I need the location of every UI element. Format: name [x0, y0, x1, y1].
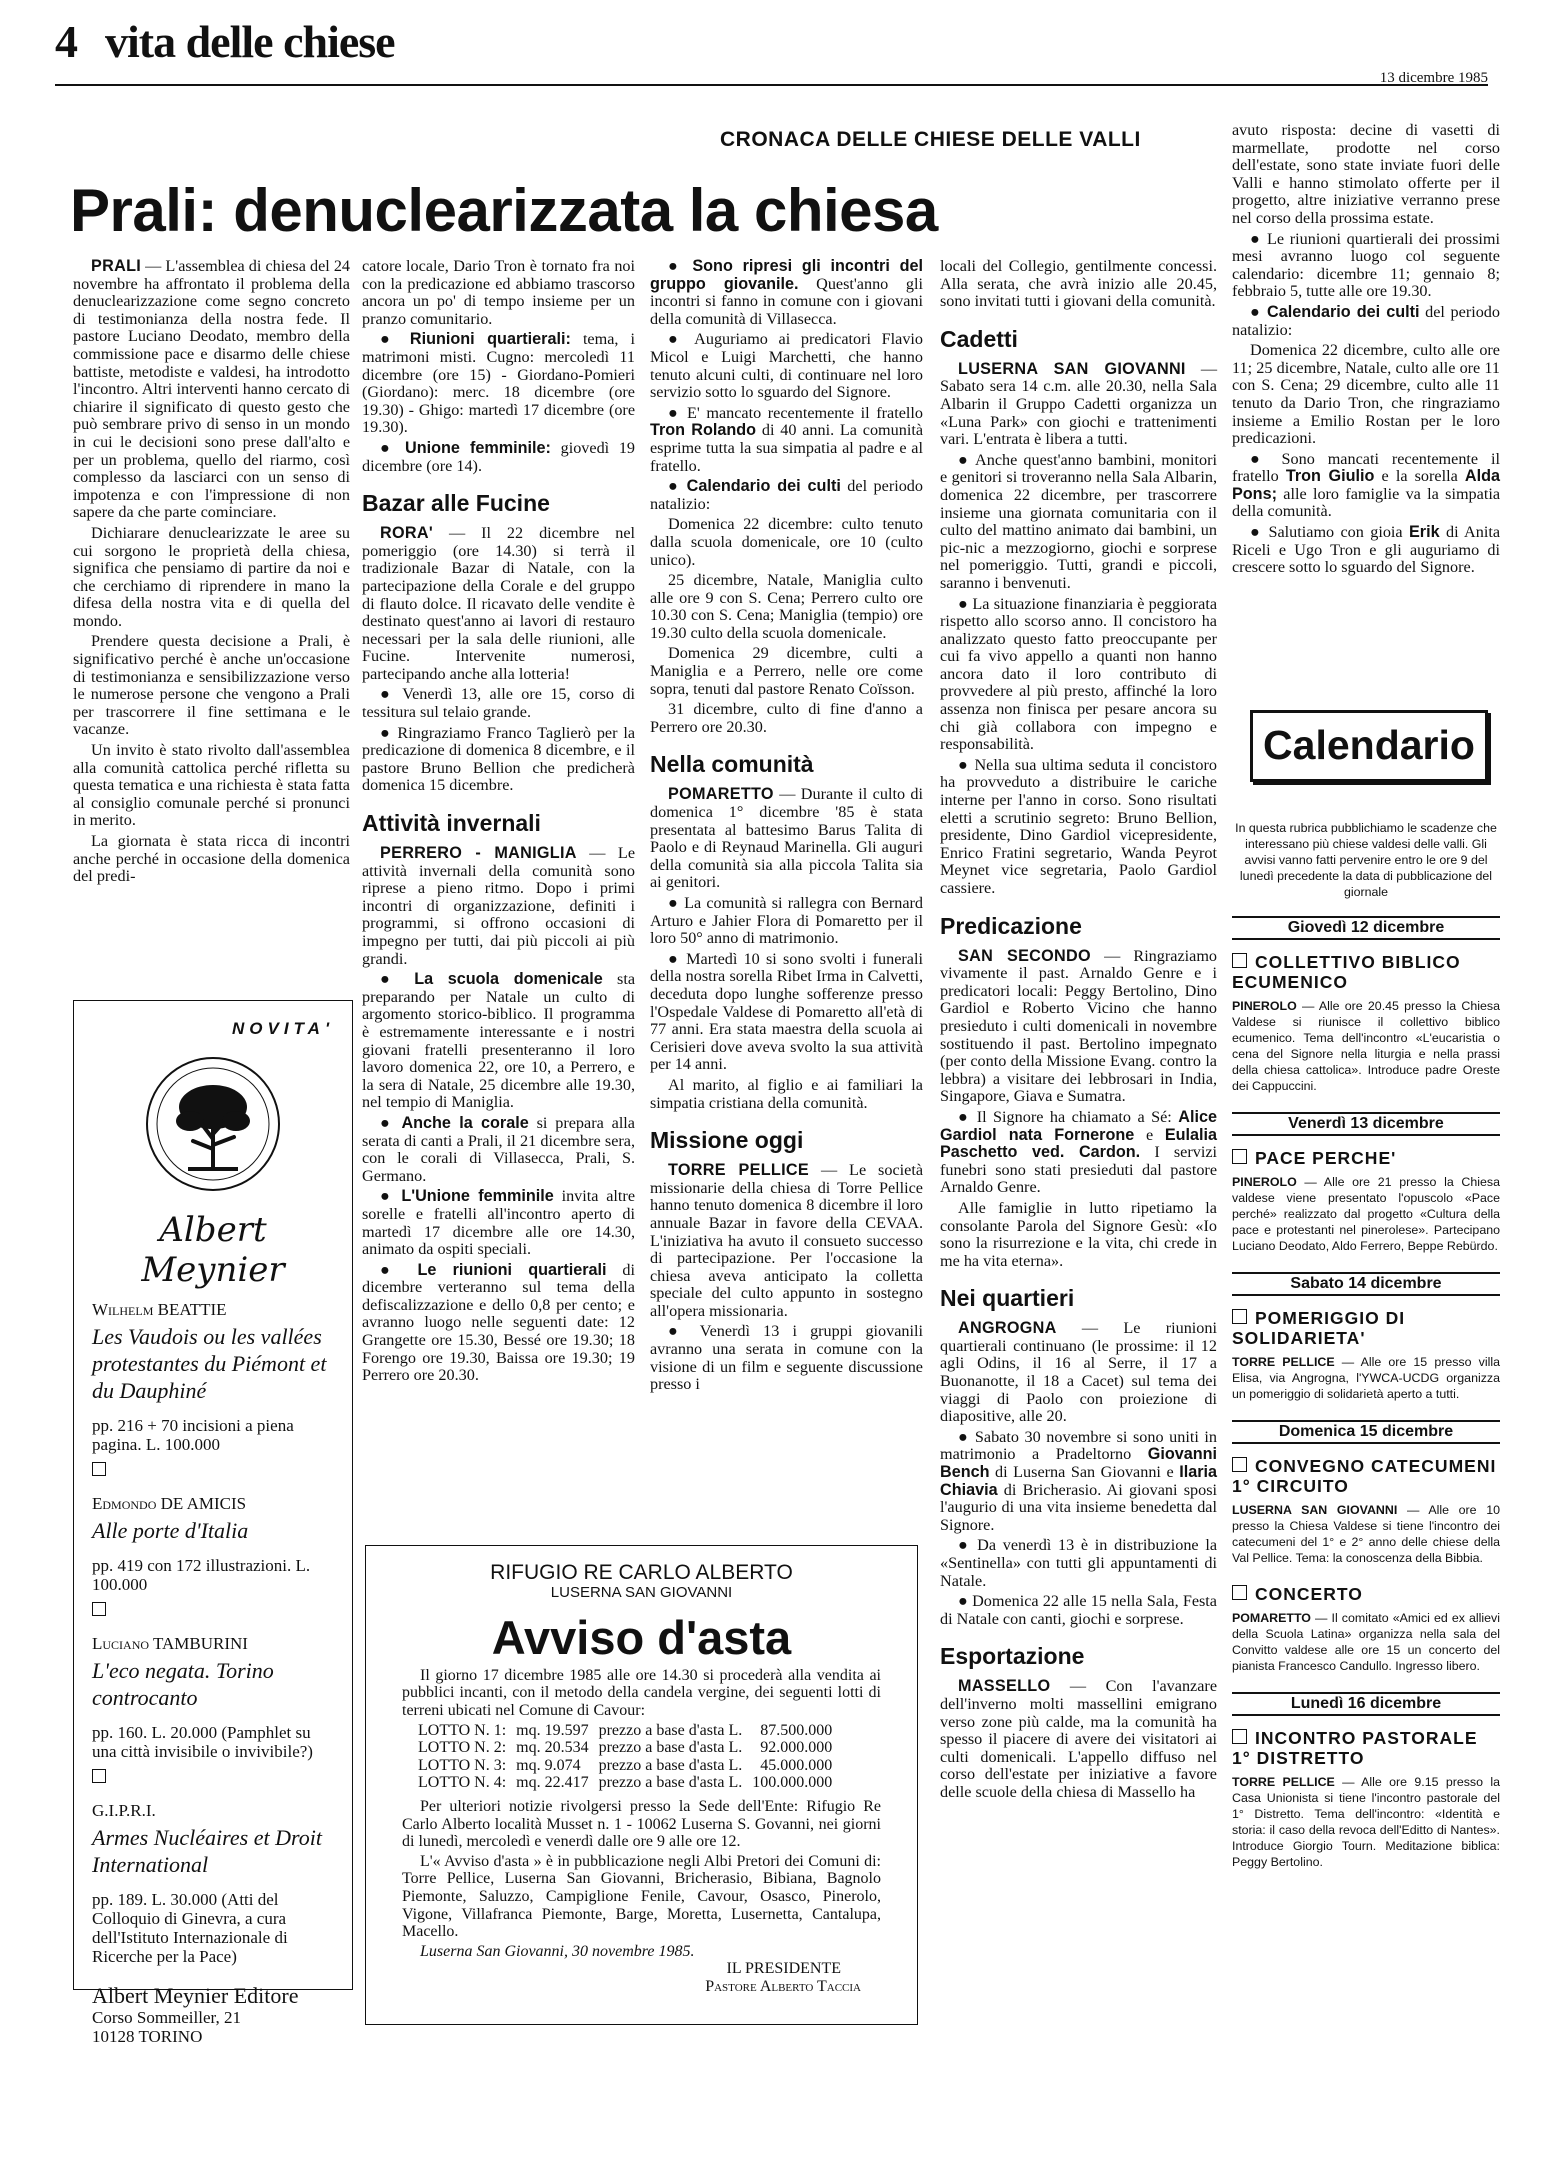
dateline: LUSERNA SAN GIOVANNI: [958, 359, 1186, 378]
calendar-event-text: [1232, 1502, 1500, 1566]
paragraph: La giornata è stata ricca di incontri anche perché in occasione della domenica del predi-: [73, 832, 350, 886]
event-location: PINEROLO: [1232, 999, 1297, 1013]
paragraph: — Con l'avanzare dell'inverno molti massellini emigrano verso zone più calde, ma la comunità ha spesso il piacere di avere dei visitatori ai culti domenicali. L'appello diffuso nel corso dell'estate per iniziative a favore delle scuole della chiesa di Massello ha: [940, 1677, 1218, 1801]
bold-name: Giovanni Bench: [940, 1445, 1217, 1482]
calendar-event-text: [1232, 998, 1500, 1094]
paragraph: Martedì 10 si sono svolti i funerali della nostra sorella Ribet Irma in Calvetti, deceduta dopo lunghe sofferenze presso l'Ospedale Valdese di Pomaretto all'età di 77 anni. Era stata maestra della scuola ai Cerisieri dove aveva svolto la sua attività per 14 anni.: [650, 949, 923, 1074]
paragraph: catore locale, Dario Tron è tornato fra noi con la predicazione ed abbiamo trascorso ancora un po' di tempo insieme per un pranzo comunitario.: [362, 257, 635, 328]
section-heading: Attività invernali: [362, 810, 541, 837]
section-title: vita delle chiese: [105, 16, 395, 67]
text: Salutiamo con gioia: [1268, 523, 1403, 542]
bold-name: Eulalia Paschetto ved. Cardon.: [940, 1125, 1218, 1162]
bold-lead: Unione femminile:: [405, 438, 551, 457]
page-number: 4: [55, 16, 77, 67]
calendar-event-title: [1232, 1584, 1500, 1604]
section-heading: Cadetti: [940, 325, 1018, 352]
lot-row: [418, 1774, 842, 1792]
article-col-3: ● Sono ripresi gli incontri del gruppo giovanile. Quest'anno gli incontri si fanno in comune con i giovani della comunità di Villasecca. ● Auguriamo ai predicatori Flavio Micol e Luigi Marchetti, che hanno tenuto alcuni culti, di continuare nel loro servizio sotto lo sguardo del Signore. ● E' mancato recentemente il fratello Tron Rolando di 40 anni. La comunità esprime tutta la sua simpatia al padre e al fratello. ● Calendario dei culti del periodo natalizio: Domenica 22 dicembre: culto tenuto dalla scuola domenicale, ore 10 (culto unico). 25 dicembre, Natale, Maniglia culto alle ore 9 con S. Cena; Perrero culto ore 10.30 con S. Cena; Maniglia (tempio) ore 19.30 culto della scuola domenicale. Domenica 29 dicembre, culti a Maniglia e a Perrero, nelle ore come sopra, tenuti dal pastore Renato Coïsson. 31 dicembre, culto di fine d'anno a Perrero ore 20.30. Nella comunità POMARETTO — Durante il culto di domenica 1° dicembre '85 è stata presentata al battesimo Barus Talita di Paolo e di Reynaud Marinella. Gli auguri della comunità sia alla piccola Talita sia ai genitori. ● La comunità si rallegra con Bernard Arturo e Jahier Flora di Pomaretto per il loro 50° anno di matrimonio. ● Martedì 10 si sono svolti i funerali della nostra sorella Ribet Irma in Calvetti, deceduta dopo lunghe sofferenze presso l'Ospedale Valdese di Pomaretto all'età di 77 anni. Era stata maestra della scuola ai Cerisieri dove aveva svolto la sua attività per 14 anni. Al marito, al figlio e ai familiari la simpatia cristiana della comunità. Missione oggi TORRE PELLICE — Le società missionarie della chiesa di Torre Pellice hanno tenuto domenica 8 dicembre il loro annuale Bazar in favore della CEVAA. L'iniziativa ha avuto il consueto successo di partecipazione. Per l'occasione la chiesa aveva anticipato la colletta speciale del culto appunto in sostegno all'opera missionaria. ● Venerdì 13 i gruppi giovanili avranno una serata in comune con la visione di un film e seguente discussione presso i: [650, 257, 924, 1394]
lot-price: 45.000.000: [760, 1756, 833, 1774]
auction-paragraph: Il giorno 17 dicembre 1985 alle ore 14.30 si procederà alla vendita ai pubblici incanti, con il metodo della candela vergine, dei seguenti lotti di terreni ubicati nel Comune di Cavour:: [402, 1666, 881, 1719]
paragraph: Nella sua ultima seduta il concistoro ha provveduto a distribuire le cariche interne per l'anno in corso. Sono risultati eletti a scrutinio segreto: Bruno Bellion, presidente, Dino Gardiol vicepresidente, Enrico Fratini segretario, Wanda Peyrot Meynet vice segretaria, Paolo Gardiol cassiere.: [940, 755, 1218, 897]
calendar-day-header: Sabato 14 dicembre: [1232, 1272, 1500, 1296]
lot-base: prezzo a base d'asta L.: [598, 1756, 743, 1774]
paragraph: Da venerdì 13 è in distribuzione la «Sentinella» con tutti gli appuntamenti di Natale.: [940, 1536, 1217, 1590]
event-location: POMARETTO: [1232, 1611, 1311, 1625]
paragraph: Domenica 22 dicembre: culto tenuto dalla scuola domenicale, ore 10 (culto unico).: [650, 515, 923, 569]
bold-lead: Calendario dei culti: [1267, 302, 1420, 321]
square-bullet-icon: [92, 1462, 106, 1476]
event-description: — Alle ore 9.15 presso la Casa Unionista si tiene l'incontro pastorale del 1° Distretto. Tema dell'incontro: «Identità e storia: il caso della revoca dell'Editto di Nantes». Introduce Giorgio Tourn. Meditazione biblica: Peggy Bertolino.: [1232, 1775, 1500, 1869]
text: e la sorella: [1381, 467, 1458, 486]
article-col-4: locali del Collegio, gentilmente concessi. Alla serata, che avrà inizio alle 20.45, sono invitati tutti i giovani della comunità. Cadetti LUSERNA SAN GIOVANNI — Sabato sera 14 c.m. alle 20.30, nella Sala Albarin il Gruppo Cadetti organizza un «Luna Park» con giochi e trattenimenti vari. L'entrata è libera a tutti. ● Anche quest'anno bambini, monitori e genitori si troveranno nella Sala Albarin, domenica 22 dicembre, per trascorrere insieme una giornata comunitaria con il culto del mattino animato dai bambini, un pic-nic a mezzogiorno, giochi e sorprese nel pomeriggio. Tutti, grandi e piccoli, saranno i benvenuti. ● La situazione finanziaria è peggiorata rispetto allo scorso anno. Il concistoro ha analizzato questo fatto preoccupante per cui fa vivo appello a quanti non hanno ancora dato il loro contributo di provvedere al più presto, affinché la loro assenza non finisca per pesare ancora su chi già collabora con impegno e responsabilità. ● Nella sua ultima seduta il concistoro ha provveduto a distribuire le cariche interne per l'anno in corso. Sono risultati eletti a scrutinio segreto: Bruno Bellion, presidente, Dino Gardiol vicepresidente, Enrico Fratini segretario, Wanda Peyrot Meynet vice segretaria, Paolo Gardiol cassiere. Predicazione SAN SECONDO — Ringraziamo vivamente il past. Arnaldo Genre e i predicatori locali: Peggy Bertolino, Dino Gardiol e Roberto Vicino che hanno presieduto i culti domenicali in novembre sostituendo il past. Bertolino impegnato (per conto della Missione Evang. contro la lebbra) a visitare dei lebbrosari in India, Singapore, Giava e Sumatra. ● Il Signore ha chiamato a Sé: Alice Gardiol nata Fornerone e Eulalia Paschetto ved. Cardon. I servizi funebri sono stati presieduti dal pastore Arnaldo Genre. Alle famiglie in lutto ripetiamo la consolante Parola del Signore Gesù: «Io sono la risurrezione e la vita, chi crede in me ha vita eterna». Nei quartieri ANGROGNA — Le riunioni quartierali continuano (le prossime: il 12 agli Odins, il 16 al Serre, il 17 a Buonanotte, il 18 a Cacet) sul tema dei viaggi di Paolo con proiezione di diapositive, alle 20. ● Sabato 30 novembre si sono uniti in matrimonio a Pradeltorno Giovanni Bench di Luserna San Giovanni e Ilaria Chiavia di Bricherasio. Ai giovani sposi l'augurio di una vita insieme benedetta dal Signore. ● Da venerdì 13 è in distribuzione la «Sentinella» con tutti gli appuntamenti di Natale. ● Domenica 22 alle 15 nella Sala, Festa di Natale con canti, giochi e sorprese. Esportazione MASSELLO — Con l'avanzare dell'inverno molti massellini emigrano verso zone più calde, ma la comunità ha spesso il piacere di avere dei visitatori ai culti domenicali. L'appello diffuso nel corso dell'estate per iniziative a favore delle scuole della chiesa di Massello ha: [940, 257, 1218, 1801]
paragraph: 31 dicembre, culto di fine d'anno a Perrero ore 20.30.: [650, 700, 923, 736]
lot-base: prezzo a base d'asta L.: [598, 1739, 743, 1757]
book-entry: [92, 1801, 334, 1966]
book-author: Wilhelm BEATTIE: [92, 1300, 227, 1319]
section-heading: Missione oggi: [650, 1127, 804, 1154]
book-entry: [92, 1300, 334, 1488]
checkbox-square-icon: [1232, 1729, 1247, 1744]
dateline: POMARETTO: [668, 785, 774, 804]
lot-lot: LOTTO N. 1:: [418, 1721, 507, 1739]
auction-dateline: Luserna San Giovanni, 30 novembre 1985.: [420, 1942, 695, 1960]
lot-area: mq. 22.417: [516, 1774, 589, 1792]
checkbox-square-icon: [1232, 1309, 1247, 1324]
event-location: PINEROLO: [1232, 1175, 1297, 1189]
paragraph: di Anita Riceli e Ugo Tron e gli auguriamo di crescere sotto lo sguardo del Signore.: [1232, 523, 1501, 577]
event-title-text: PACE PERCHE': [1255, 1148, 1397, 1168]
section-heading: Esportazione: [940, 1643, 1085, 1670]
paragraph: di dicembre verteranno sul tema della defiscalizzazione e dello 0,8 per cento; e avranno luogo nelle seguenti date: 12 Grangette ore 15.30, Bessé ore 19.30; 18 Forengo ore 19.30, Baissa ore 19.30; 19 Perrero ore 20.30.: [362, 1260, 635, 1385]
calendar-event-title: [1232, 1148, 1500, 1168]
paragraph: Domenica 29 dicembre, culti a Maniglia e a Perrero, nelle ore come sopra, tenuti dal pastore Renato Coïsson.: [650, 644, 923, 698]
calendar-event-title: [1232, 1308, 1500, 1348]
auction-title: Avviso d'asta: [491, 1611, 792, 1665]
dateline: SAN SECONDO: [958, 946, 1091, 965]
bold-name: Tron Rolando: [650, 421, 757, 440]
paragraph: giovedì 19 dicembre (ore 14).: [362, 438, 636, 475]
publisher-city: 10128 TORINO: [92, 2027, 203, 2046]
event-location: LUSERNA SAN GIOVANNI: [1232, 1503, 1398, 1517]
paragraph: Domenica 22 alle 15 nella Sala, Festa di Natale con canti, giochi e sorprese.: [940, 1592, 1217, 1628]
checkbox-square-icon: [1232, 953, 1247, 968]
paragraph: tema, i matrimoni misti. Cugno: mercoledì 11 dicembre (ore 15) - Giordano-Pomieri (Giordano): merc. 18 dicembre (ore 19.30) - Ghigo: martedì 17 dicembre (ore 19.30).: [362, 330, 636, 437]
event-description: — Alle ore 20.45 presso la Chiesa Valdese si riunisce il collettivo biblico ecumenico. Tema dell'incontro «L'eucaristia o cena del Signore nella liturgia e nella prassi della chiesa cattolica». Introduce padre Oreste dei Cappuccini.: [1232, 999, 1500, 1093]
lot-lot: LOTTO N. 2:: [418, 1739, 507, 1757]
book-info: pp. 189. L. 30.000 (Atti del Colloquio di Ginevra, a cura dell'Istituto Internazionale di Ricerche per la Pace): [92, 1890, 288, 1966]
book-info: pp. 419 con 172 illustrazioni. L. 100.000: [92, 1556, 311, 1594]
book-title: Alle porte d'Italia: [92, 1518, 249, 1543]
bold-lead: L'Unione femminile: [401, 1187, 554, 1206]
paragraph: Al marito, al figlio e ai familiari la simpatia cristiana della comunità.: [650, 1075, 923, 1112]
paragraph: 25 dicembre, Natale, Maniglia culto alle ore 9 con S. Cena; Perrero culto ore 10.30 con S. Cena; Maniglia (tempio) ore 19.30 culto della scuola domenicale.: [650, 571, 923, 642]
lot-base: prezzo a base d'asta L.: [598, 1774, 743, 1792]
paragraph: La comunità si rallegra con Bernard Arturo e Jahier Flora di Pomaretto per il loro 50° anno di matrimonio.: [650, 894, 924, 948]
lot-row: [418, 1722, 842, 1740]
bold-name: Erik: [1408, 523, 1440, 542]
checkbox-square-icon: [1232, 1149, 1247, 1164]
paragraph: Venerdì 13 i gruppi giovanili avranno una serata in comune con la visione di un film e seguente discussione presso i: [650, 1322, 923, 1394]
paragraph: — Durante il culto di domenica 1° dicembre '85 è stata presentata al battesimo Barus Talita di Paolo e di Reynaud Marinella. Gli auguri della comunità sia alla piccola Talita sia ai genitori.: [650, 785, 924, 892]
bold-lead: Le riunioni quartierali: [417, 1260, 607, 1279]
paragraph: si prepara alla serata di canti a Prali, il 21 dicembre sera, con le corali di Villasecca, Prali, S. Germano.: [362, 1113, 635, 1185]
event-description: — Alle ore 21 presso la Chiesa valdese viene presentato l'opuscolo «Pace perché» realizzato dal progetto «Cultura della pace e protestanti nel pinerolese». Partecipano Luciano Deodato, Aldo Ferrero, Beppe Rebürdo.: [1232, 1175, 1500, 1253]
paragraph: Quest'anno gli incontri si fanno in comune con i giovani della comunità di Villasecca.: [650, 274, 923, 328]
calendar-days: [1232, 916, 1500, 1870]
event-title-text: CONVEGNO CATECUMENI 1° CIRCUITO: [1232, 1456, 1497, 1496]
section-heading: Bazar alle Fucine: [362, 490, 550, 517]
book-title: Armes Nucléaires et Droit International: [92, 1825, 322, 1877]
dateline: PERRERO - MANIGLIA: [380, 844, 577, 863]
paragraph: del periodo natalizio:: [650, 477, 923, 513]
auction-paragraph: L'« Avviso d'asta » è in pubblicazione negli Albi Pretori dei Comuni di: Torre Pellice, Luserna San Giovanni, Bricherasio, Bibiana, Bagnolo Piemonte, Saluzzo, Campiglione Fenile, Cavour, Osasco, Pinerolo, Vigone, Villafranca Piemonte, Barge, Moretta, Lusernetta, Cantalupa, Macello.: [402, 1852, 881, 1941]
event-title-text: INCONTRO PASTORALE 1° DISTRETTO: [1232, 1728, 1478, 1768]
article-col-2: catore locale, Dario Tron è tornato fra noi con la predicazione ed abbiamo trascorso ancora un po' di tempo insieme per un pranzo comunitario. ● Riunioni quartierali: tema, i matrimoni misti. Cugno: mercoledì 11 dicembre (ore 15) - Giordano-Pomieri (Giordano): merc. 18 dicembre (ore 19.30) - Ghigo: martedì 17 dicembre (ore 19.30). ● Unione femminile: giovedì 19 dicembre (ore 14). Bazar alle Fucine RORA' — Il 22 dicembre nel pomeriggio (ore 14.30) si terrà il tradizionale Bazar di Natale, con la partecipazione della Corale e del gruppo di flauto dolce. Il ricavato delle vendite è destinato quest'anno ai lavori di restauro necessari per la sala delle riunioni, alle Fucine. Intervenite numerosi, partecipando anche alla lotteria! ● Venerdì 13, alle ore 15, corso di tessitura sul telaio grande. ● Ringraziamo Franco Taglierò per la predicazione di domenica 8 dicembre, e il pastore Bruno Bellion che predicherà domenica 15 dicembre. Attività invernali PERRERO - MANIGLIA — Le attività invernali della comunità sono riprese a pieno ritmo. Dopo i primi incontri di organizzazione, definiti i programmi, si offrono occasioni di impegno per tutti, dai più piccoli ai più grandi. ● La scuola domenicale sta preparando per Natale un culto di argomento storico-biblico. Il programma è estremamente interessante e i nostri giovani fratelli presenteranno il loro lavoro domenica 22, ore 10, a Perrero, e la sera di Natale, 25 dicembre alle 19.30, nel tempio di Maniglia. ● Anche la corale si prepara alla serata di canti a Prali, il 21 dicembre sera, con le corali di Villasecca, Prali, S. Germano. ● L'Unione femminile invita altre sorelle e fratelli all'incontro aperto di martedì 17 dicembre alle ore 14.30, animato da ospiti speciali. ● Le riunioni quartierali di dicembre verteranno sul tema della defiscalizzazione e dello 0,8 per cento; e avranno luogo nelle seguenti date: 12 Grangette ore 15.30, Bessé ore 19.30; 18 Forengo ore 19.30, Baissa ore 19.30; 19 Perrero ore 20.30.: [362, 257, 636, 1385]
paragraph: — Sabato sera 14 c.m. alle 20.30, nella Sala Albarin il Gruppo Cadetti organizza un «Luna Park» con giochi e trattenimenti vari. L'entrata è libera a tutti.: [940, 359, 1218, 449]
event-title-text: POMERIGGIO DI SOLIDARIETA': [1232, 1308, 1406, 1348]
auction-notice: [365, 1545, 918, 2025]
paragraph: — Il 22 dicembre nel pomeriggio (ore 14.30) si terrà il tradizionale Bazar di Natale, con la partecipazione della Corale e del gruppo di flauto dolce. Il ricavato delle vendite è destinato quest'anno ai lavori di restauro necessari per la sala delle riunioni, alle Fucine. Intervenite numerosi, partecipando anche alla lotteria!: [362, 524, 636, 683]
dateline: RORA': [380, 524, 434, 543]
publisher-logo: [92, 1049, 334, 1204]
paragraph: sta preparando per Natale un culto di argomento storico-biblico. Il programma è estremamente interessante e i nostri giovani fratelli presenteranno il loro lavoro domenica 22, ore 10, a Perrero, e la sera di Natale, 25 dicembre alle 19.30, nel tempio di Maniglia.: [362, 970, 635, 1112]
calendar-event-text: [1232, 1774, 1500, 1870]
lot-price: 92.000.000: [760, 1739, 833, 1757]
bold-lead: Sono ripresi gli incontri del gruppo giovanile.: [650, 257, 924, 293]
paragraph: Domenica 22 dicembre, culto alle ore 11; 25 dicembre, Natale, culto alle ore 11 con S. Cena; 29 dicembre, culto alle 11 tenuto da Dario Tron, che ringraziamo insieme a Emilio Rostan per le loro predicazioni.: [1232, 341, 1500, 448]
calendar-day-header: Domenica 15 dicembre: [1232, 1420, 1500, 1444]
issue-date: 13 dicembre 1985: [1379, 70, 1488, 86]
lot-lot: LOTTO N. 3:: [418, 1756, 507, 1774]
paragraph: Un invito è stato rivolto dall'assemblea alla comunità cattolica perché rifletta su questa tematica e una richiesta è stata fatta al consiglio comunale perché si pronunci in merito.: [73, 741, 350, 830]
lot-lot: LOTTO N. 4:: [418, 1774, 507, 1792]
paragraph: La situazione finanziaria è peggiorata rispetto allo scorso anno. Il concistoro ha analizzato questo fatto preoccupante per cui fa vivo appello a quanti non hanno ancora dato il loro contributo di provvedere al più presto, affinché la loro assenza non finisca per pesare ancora su chi già collabora con impegno e responsabilità.: [940, 594, 1217, 754]
paragraph: — Le attività invernali della comunità sono riprese a pieno ritmo. Dopo i primi incontri di organizzazione, definiti i programmi, si offrono occasioni di impegno per tutti, dai più piccoli ai più grandi.: [362, 844, 635, 968]
event-title-text: CONCERTO: [1255, 1584, 1363, 1604]
lot-row: [418, 1739, 842, 1757]
book-info: pp. 160. L. 20.000 (Pamphlet su una città invisibile o invivibile?): [92, 1723, 313, 1761]
calendar-event-title: [1232, 952, 1500, 992]
dateline: TORRE PELLICE: [668, 1161, 809, 1180]
lot-area: mq. 20.534: [516, 1739, 589, 1757]
calendar-intro: In questa rubrica pubblichiamo le scadenze che interessano più chiese valdesi delle valli. Gli avvisi vanno fatti pervenire entro le ore 9 del lunedì precedente la data di pubblicazione del giornale: [1235, 821, 1497, 899]
event-description: — Il comitato «Amici ed ex allievi della Scuola Latina» organizza nella sala del Convitto valdese alle ore 15 un concerto del pianista Francesco Candullo. Ingresso libero.: [1232, 1611, 1500, 1673]
calendar-event-text: [1232, 1354, 1500, 1402]
book-info: pp. 216 + 70 incisioni a piena pagina. L. 100.000: [92, 1416, 294, 1454]
event-description: — Alle ore 15 presso villa Elisa, via Angrogna, l'YWCA-UCDG organizza un pomeriggio di solidarietà aperto a tutti.: [1232, 1355, 1500, 1401]
paragraph: locali del Collegio, gentilmente concessi. Alla serata, che avrà inizio alle 20.45, sono invitati tutti i giovani della comunità.: [940, 257, 1217, 311]
paragraph: — L'assemblea di chiesa del 24 novembre ha affrontato il problema della denuclearizzazione come segno concreto di testimonianza della nostra fede. Il pastore Luciano Deodato, membro della commissione pace e disarmo delle chiese battiste, metodiste e valdesi, ha introdotto l'incontro. Altri interventi hanno cercato di chiarire il significato di questo gesto che può sembrare privo di senso in un mondo in cui le decisioni sono prese dall'alto e per un problema, quello del riarmo, così complesso da lasciarci con un senso di impotenza e con l'impressione di non sapere da che parte cominciare.: [73, 257, 351, 522]
tree-seal-icon: [138, 1049, 288, 1199]
calendar-event-text: [1232, 1174, 1500, 1254]
calendar-day-header: Venerdì 13 dicembre: [1232, 1112, 1500, 1136]
lot-price: 100.000.000: [752, 1774, 833, 1792]
auction-signature-name: Pastore Alberto Taccia: [705, 1977, 861, 1995]
checkbox-square-icon: [1232, 1585, 1247, 1600]
paragraph: Dichiarare denuclearizzate le aree su cui sorgono le proprietà della chiesa, significa che pensiamo di partire da noi e che cerchiamo di riprendere in mano la difesa della nostra vita e di quella del mondo.: [73, 523, 350, 630]
paragraph: — Le riunioni quartierali continuano (le prossime: il 12 agli Odins, il 16 al Serre, il 17 a Buonanotte, il 18 a Cacet) sul tema dei viaggi di Paolo con proiezione di diapositive, alle 20.: [940, 1319, 1217, 1426]
paragraph: invita altre sorelle e fratelli all'incontro aperto di martedì 17 dicembre alle ore 14.30, animato da ospiti speciali.: [362, 1187, 636, 1259]
publisher-name: Albert Meynier Editore: [92, 1983, 299, 2008]
text: E' mancato recentemente il fratello: [686, 403, 924, 422]
book-author: G.I.P.R.I.: [92, 1801, 156, 1820]
bold-lead: Riunioni quartierali:: [409, 330, 571, 349]
calendar-event-title: [1232, 1728, 1500, 1768]
paragraph: Anche quest'anno bambini, monitori e genitori si troveranno nella Sala Albarin, domenica 22 dicembre, per trascorrere insieme una giornata comunitaria con il culto del mattino animato dai bambini, un pic-nic a mezzogiorno, giochi e sorprese nel pomeriggio. Tutti, grandi e piccoli, saranno i benvenuti.: [940, 450, 1217, 592]
text: e: [1145, 1125, 1154, 1144]
book-title: L'eco negata. Torino controcanto: [92, 1658, 274, 1710]
calendar-event-title: [1232, 1456, 1500, 1496]
headline: Prali: denuclearizzata la chiesa: [70, 177, 938, 244]
ad-novita-label: NOVITA': [231, 1019, 334, 1038]
event-location: TORRE PELLICE: [1232, 1775, 1335, 1789]
paragraph: Ringraziamo Franco Taglierò per la predicazione di domenica 8 dicembre, e il pastore Bruno Bellion che predicherà domenica 15 dicembre.: [362, 723, 635, 795]
calendar-day-header: Lunedì 16 dicembre: [1232, 1692, 1500, 1716]
lot-base: prezzo a base d'asta L.: [598, 1721, 743, 1739]
section-heading: Nella comunità: [650, 751, 814, 778]
book-entry: [92, 1634, 334, 1795]
bold-name: Ilaria Chiavia: [940, 1463, 1218, 1499]
lot-area: mq. 19.597: [516, 1721, 589, 1739]
paragraph: — Le società missionarie della chiesa di Torre Pellice hanno tenuto domenica 8 dicembre il loro annuale Bazar in favore della CEVAA. L'iniziativa ha avuto il consueto successo di partecipazione. Per l'occasione la chiesa aveva anticipato la colletta speciale del culto appunto in sostegno all'opera missionaria.: [650, 1161, 923, 1320]
book-author: Luciano TAMBURINI: [92, 1634, 248, 1653]
bold-name: Tron Giulio: [1285, 467, 1375, 486]
book-advertisement: [73, 1000, 353, 2046]
event-location: TORRE PELLICE: [1232, 1355, 1335, 1369]
top-rule: [55, 84, 1488, 86]
dateline: MASSELLO: [958, 1677, 1051, 1696]
auction-place: LUSERNA SAN GIOVANNI: [550, 1583, 733, 1601]
bold-name: Alice Gardiol nata Fornerone: [940, 1107, 1217, 1144]
article-col-5: avuto risposta: decine di vasetti di marmellate, prodotte nel corso dell'estate, sono state inviate fuori delle Valli e hanno stimolato offerte per il progetto, altre iniziative verranno prese nel corso della prossima estate. ● Le riunioni quartierali dei prossimi mesi avranno luogo col seguente calendario: dicembre 11; gennaio 8; febbraio 5, tutte alle ore 19.30. ● Calendario dei culti del periodo natalizio: Domenica 22 dicembre, culto alle ore 11; 25 dicembre, Natale, culto alle ore 11 con S. Cena; 29 dicembre, culto alle 11 tenuto da Dario Tron, che ringraziamo insieme a Emilio Rostan per le loro predicazioni. ● Sono mancati recentemente il fratello Tron Giulio e la sorella Alda Pons; alle loro famiglie va la simpatia della comunità. ● Salutiamo con gioia Erik di Anita Riceli e Ugo Tron e gli auguriamo di crescere sotto lo sguardo del Signore.: [1232, 121, 1501, 577]
text: di Luserna San Giovanni e: [995, 1463, 1174, 1482]
albert-meynier-signature: Albert Meynier: [141, 1210, 285, 1290]
kicker: CRONACA DELLE CHIESE DELLE VALLI: [720, 128, 1141, 151]
square-bullet-icon: [92, 1602, 106, 1616]
bold-lead: Anche la corale: [401, 1113, 529, 1132]
text: Sabato 30 novembre si sono uniti in matrimonio a Pradeltorno: [940, 1427, 1217, 1464]
paragraph: del periodo natalizio:: [1232, 302, 1500, 339]
event-description: — Alle ore 10 presso la Chiesa Valdese si tiene l'incontro dei catecumeni del 1° e 2° anno delle chiese della Val Pellice. Tema: la conoscenza della Bibbia.: [1232, 1503, 1501, 1565]
auction-signature-title: IL PRESIDENTE: [726, 1960, 841, 1978]
auction-paragraph: Per ulteriori notizie rivolgersi presso la Sede dell'Ente: Rifugio Re Carlo Alberto località Musset n. 1 - 10062 Luserna S. Govanni, nei giorni di lunedì, mercoledì e venerdì dalle ore 9 alle ore 12.: [402, 1797, 881, 1851]
auction-org: RIFUGIO RE CARLO ALBERTO: [490, 1561, 793, 1584]
square-bullet-icon: [92, 1769, 106, 1783]
masthead: [55, 15, 395, 68]
paragraph: alle loro famiglie va la simpatia della comunità.: [1232, 484, 1501, 521]
paragraph: Auguriamo ai predicatori Flavio Micol e Luigi Marchetti, che hanno tenuto alcuni culti, di continuare nel loro servizio sotto lo sguardo del Signore.: [650, 330, 924, 402]
paragraph: Alle famiglie in lutto ripetiamo la consolante Parola del Signore Gesù: «Io sono la risurrezione e la vita, chi crede in me ha vita eterna».: [940, 1198, 1217, 1270]
bold-lead: La scuola domenicale: [414, 970, 603, 989]
paragraph: avuto risposta: decine di vasetti di marmellate, prodotte nel corso dell'estate, sono state inviate fuori delle Valli e hanno stimolato offerte per il progetto, altre iniziative verranno prese nel corso della prossima estate.: [1232, 121, 1500, 227]
bold-name: Alda Pons;: [1232, 467, 1500, 503]
calendar-day-header: Giovedì 12 dicembre: [1232, 916, 1500, 940]
paragraph: I servizi funebri sono stati presieduti dal pastore Arnaldo Genre.: [940, 1143, 1218, 1197]
lot-area: mq. 9.074: [516, 1756, 581, 1774]
dateline: ANGROGNA: [958, 1319, 1057, 1338]
paragraph: di 40 anni. La comunità esprime tutta la sua simpatia al padre e al fratello.: [650, 421, 924, 475]
publisher-address: Corso Sommeiller, 21: [92, 2008, 242, 2027]
section-heading: Predicazione: [940, 912, 1082, 939]
bold-lead: Calendario dei culti: [686, 477, 841, 496]
checkbox-square-icon: [1232, 1457, 1247, 1472]
paragraph: Venerdì 13, alle ore 15, corso di tessitura sul telaio grande.: [362, 685, 635, 722]
book-author: Edmondo DE AMICIS: [92, 1494, 247, 1513]
paragraph: — Ringraziamo vivamente il past. Arnaldo Genre e i predicatori locali: Peggy Bertolino, Dino Gardiol e Roberto Vicino che hanno presieduto i culti domenicali in novembre sostituendo il past. Bertolino impegnato (per conto della Missione Evang. contro la lebbra) a visitare dei lebbrosari in India, Singapore, Giava e Sumatra.: [940, 946, 1217, 1106]
lot-price: 87.500.000: [760, 1721, 833, 1739]
lot-row: [418, 1757, 842, 1775]
book-entry: [92, 1494, 334, 1628]
book-title: Les Vaudois ou les vallées protestantes du Piémont et du Dauphiné: [92, 1324, 327, 1403]
section-heading: Nei quartieri: [940, 1285, 1075, 1312]
lot-table: [418, 1722, 842, 1792]
paragraph: di Bricherasio. Ai giovani sposi l'augurio di una vita insieme benedetta dal Signore.: [940, 1480, 1217, 1534]
event-title-text: COLLETTIVO BIBLICO ECUMENICO: [1232, 952, 1461, 992]
calendar-title: Calendario: [1250, 710, 1488, 782]
calendar-section: [1232, 820, 1500, 1888]
dateline-prali: PRALI: [91, 257, 142, 275]
text: Il Signore ha chiamato a Sé:: [976, 1107, 1172, 1126]
paragraph: Prendere questa decisione a Prali, è significativo perché è anche un'occasione di testimonianza e sensibilizzazione verso le numerose persone che vengono a Prali per trascorrere il fine settimana e le vacanze.: [73, 632, 350, 739]
paragraph: Le riunioni quartierali dei prossimi mesi avranno luogo col seguente calendario: dicembre 11; gennaio 8; febbraio 5, tutte alle ore 19.30.: [1232, 229, 1500, 301]
calendar-event-text: [1232, 1610, 1500, 1674]
article-col-1: [73, 258, 350, 889]
text: Sono mancati recentemente il fratello: [1232, 449, 1500, 486]
